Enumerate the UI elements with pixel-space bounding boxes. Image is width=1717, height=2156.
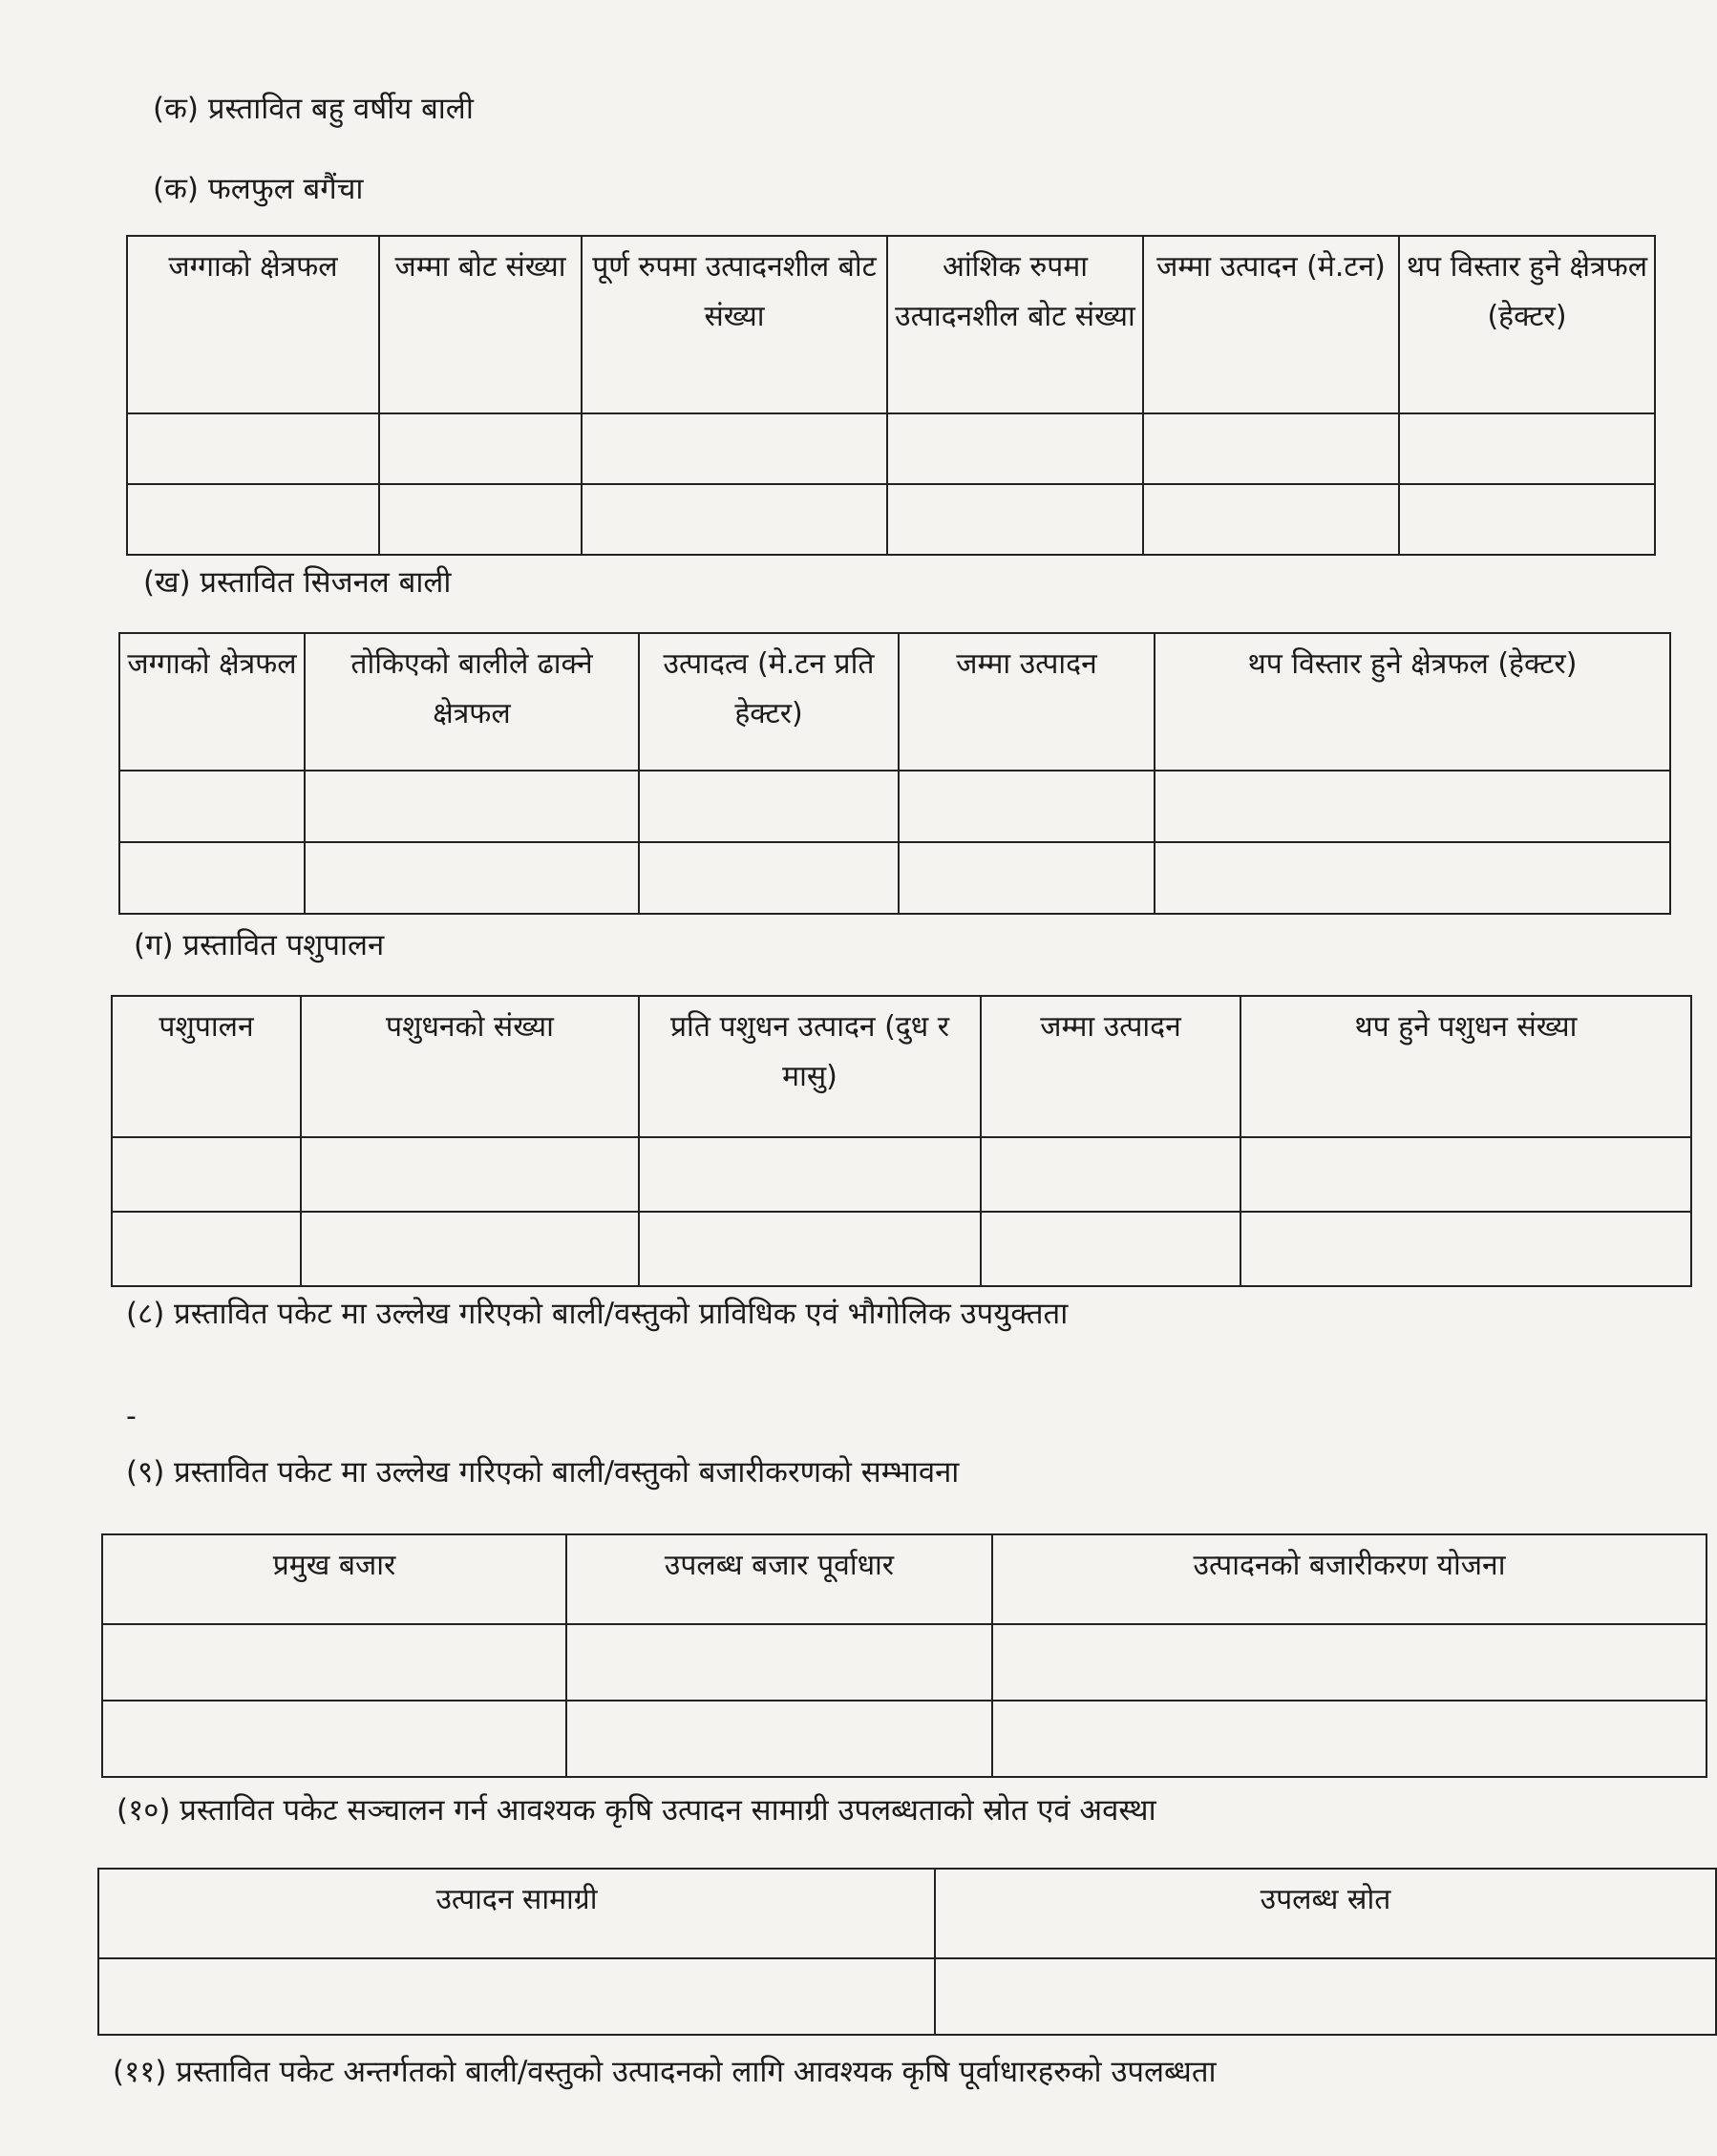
heading-fruit-orchard: (क) फलफुल बगैंचा (153, 172, 364, 206)
input-cell[interactable] (379, 484, 582, 555)
input-cell[interactable] (639, 771, 899, 842)
input-cell[interactable] (1399, 413, 1655, 484)
heading-input-availability: (१०) प्रस्तावित पकेट सञ्चालन गर्न आवश्यक कृषि उत्पादन सामाग्री उपलब्धताको स्रोत एवं अवस्था (117, 1793, 1156, 1828)
header-market-infrastructure: उपलब्ध बजार पूर्वाधार (566, 1534, 992, 1624)
table-row (98, 1958, 1716, 2035)
input-cell[interactable] (127, 413, 379, 484)
input-cell[interactable] (98, 1958, 935, 2035)
input-cell[interactable] (566, 1624, 992, 1701)
heading-livestock: (ग) प्रस्तावित पशुपालन (134, 928, 385, 962)
input-cell[interactable] (639, 1212, 981, 1286)
input-cell[interactable] (981, 1137, 1240, 1212)
header-partially-productive-plants: आंशिक रुपमा उत्पादनशील बोट संख्या (887, 236, 1143, 413)
header-total-plants: जम्मा बोट संख्या (379, 236, 582, 413)
input-cell[interactable] (639, 1137, 981, 1212)
heading-infrastructure-availability: (११) प्रस्तावित पकेट अन्तर्गतको बाली/वस्तुको उत्पादनको लागि आवश्यक कृषि पूर्वाधारहरुको उपलब्धता (113, 2055, 1217, 2089)
livestock-table (111, 995, 1692, 1287)
input-cell[interactable] (981, 1212, 1240, 1286)
input-cell[interactable] (582, 413, 887, 484)
input-cell[interactable] (992, 1624, 1706, 1701)
header-available-source: उपलब्ध स्रोत (935, 1869, 1716, 1958)
header-total-production: जम्मा उत्पादन (मे.टन) (1143, 236, 1399, 413)
input-cell[interactable] (1143, 413, 1399, 484)
input-cell[interactable] (1240, 1212, 1691, 1286)
table-row (102, 1624, 1706, 1701)
header-livestock-type: पशुपालन (112, 996, 301, 1137)
header-total-production: जम्मा उत्पादन (899, 633, 1155, 771)
input-cell[interactable] (119, 842, 305, 914)
input-cell[interactable] (1155, 771, 1670, 842)
table-row (119, 842, 1670, 914)
heading-marketing-potential: (९) प्रस्तावित पकेट मा उल्लेख गरिएको बाली/वस्तुको बजारीकरणको सम्भावना (126, 1455, 960, 1490)
input-cell[interactable] (127, 484, 379, 555)
table-row (127, 413, 1655, 484)
header-fully-productive-plants: पूर्ण रुपमा उत्पादनशील बोट संख्या (582, 236, 887, 413)
table-row (112, 1137, 1691, 1212)
marketing-table (101, 1533, 1707, 1778)
heading-perennial-crop: (क) प्रस्तावित बहु वर्षीय बाली (153, 92, 474, 126)
input-cell[interactable] (301, 1137, 639, 1212)
heading-technical-suitability: (८) प्रस्तावित पकेट मा उल्लेख गरिएको बाली/वस्तुको प्राविधिक एवं भौगोलिक उपयुक्तता (126, 1297, 1069, 1331)
input-cell[interactable] (887, 413, 1143, 484)
input-cell[interactable] (305, 771, 639, 842)
input-cell[interactable] (899, 842, 1155, 914)
input-cell[interactable] (102, 1624, 566, 1701)
header-main-market: प्रमुख बजार (102, 1534, 566, 1624)
input-cell[interactable] (112, 1137, 301, 1212)
input-cell[interactable] (305, 842, 639, 914)
seasonal-crop-table (118, 632, 1671, 915)
input-cell[interactable] (1155, 842, 1670, 914)
header-marketing-plan: उत्पादनको बजारीकरण योजना (992, 1534, 1706, 1624)
header-livestock-count: पशुधनको संख्या (301, 996, 639, 1137)
header-expansion-area: थप विस्तार हुने क्षेत्रफल (हेक्टर) (1155, 633, 1670, 771)
input-cell[interactable] (639, 842, 899, 914)
input-cell[interactable] (379, 413, 582, 484)
input-cell[interactable] (1399, 484, 1655, 555)
input-cell[interactable] (301, 1212, 639, 1286)
header-per-livestock-production: प्रति पशुधन उत्पादन (दुध र मासु) (639, 996, 981, 1137)
header-total-production: जम्मा उत्पादन (981, 996, 1240, 1137)
input-cell[interactable] (102, 1701, 566, 1777)
table-row (127, 484, 1655, 555)
table-row (102, 1701, 1706, 1777)
input-cell[interactable] (887, 484, 1143, 555)
header-additional-livestock: थप हुने पशुधन संख्या (1240, 996, 1691, 1137)
header-expansion-area: थप विस्तार हुने क्षेत्रफल (हेक्टर) (1399, 236, 1655, 413)
header-production-inputs: उत्पादन सामाग्री (98, 1869, 935, 1958)
table-row (112, 1212, 1691, 1286)
dash-marker: - (126, 1400, 137, 1433)
input-cell[interactable] (1240, 1137, 1691, 1212)
header-crop-covered-area: तोकिएको बालीले ढाक्ने क्षेत्रफल (305, 633, 639, 771)
header-productivity: उत्पादत्व (मे.टन प्रति हेक्टर) (639, 633, 899, 771)
table-row (119, 771, 1670, 842)
input-cell[interactable] (1143, 484, 1399, 555)
header-land-area: जग्गाको क्षेत्रफल (119, 633, 305, 771)
input-cell[interactable] (566, 1701, 992, 1777)
input-cell[interactable] (935, 1958, 1716, 2035)
heading-seasonal-crop: (ख) प्रस्तावित सिजनल बाली (143, 565, 452, 600)
input-cell[interactable] (899, 771, 1155, 842)
fruit-orchard-table (126, 235, 1656, 556)
header-land-area: जग्गाको क्षेत्रफल (127, 236, 379, 413)
input-cell[interactable] (119, 771, 305, 842)
input-cell[interactable] (992, 1701, 1706, 1777)
inputs-table (97, 1868, 1717, 2036)
input-cell[interactable] (582, 484, 887, 555)
input-cell[interactable] (112, 1212, 301, 1286)
